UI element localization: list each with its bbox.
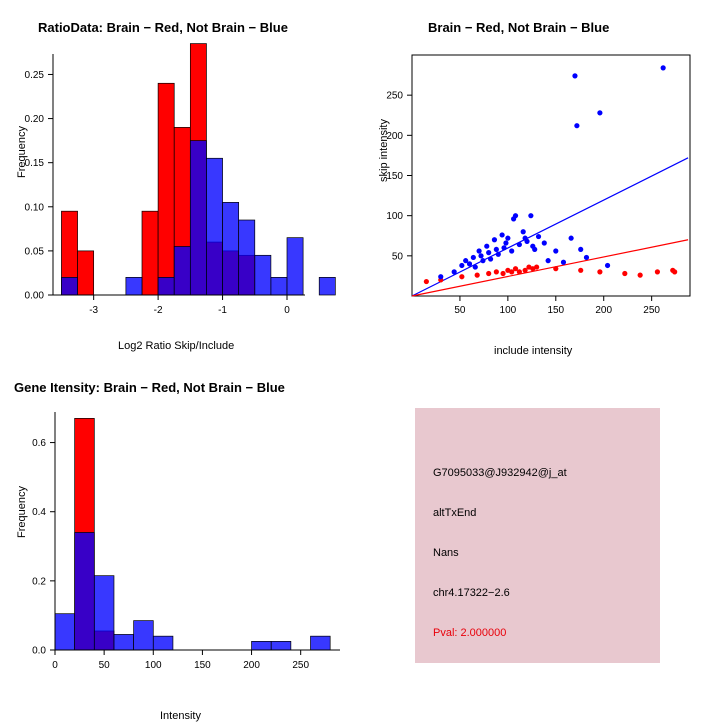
panel-intensity-ylabel: Frequency [16,486,28,538]
panel-scatter [360,0,720,360]
svg-text:-2: -2 [153,305,163,316]
svg-text:200: 200 [595,305,613,316]
svg-text:0.0: 0.0 [32,645,46,657]
panel-ratio-histogram [0,0,360,360]
svg-text:0.10: 0.10 [24,202,44,214]
info-line-event: altTxEnd [433,507,477,519]
svg-text:0: 0 [284,305,290,316]
svg-text:200: 200 [243,660,260,671]
svg-text:100: 100 [386,211,403,223]
svg-text:100: 100 [499,305,517,316]
svg-text:250: 250 [386,90,403,102]
panel-scatter-title: Brain − Red, Not Brain − Blue [428,20,610,35]
panel-intensity-title: Gene Itensity: Brain − Red, Not Brain − Blue [14,380,285,395]
panel-scatter-plot [360,0,720,360]
panel-ratio-plot [0,0,360,360]
panel-ratio-ylabel: Frequency [16,126,28,178]
panel-scatter-xlabel: include intensity [494,345,573,357]
svg-text:-1: -1 [218,305,228,316]
panel-ratio-xlabel: Log2 Ratio Skip/Include [118,340,235,352]
svg-text:0.2: 0.2 [32,576,46,588]
info-line-probe: G7095033@J932942@j_at [433,467,567,479]
svg-text:0.20: 0.20 [24,114,44,126]
panel-ratio-title: RatioData: Brain − Red, Not Brain − Blue [38,20,288,35]
svg-text:150: 150 [194,660,211,671]
info-line-location: chr4.17322−2.6 [433,587,510,599]
info-box [415,408,660,663]
panel-info [360,360,720,720]
svg-text:50: 50 [98,660,110,671]
svg-text:0.15: 0.15 [24,158,44,170]
panel-intensity-histogram [0,360,360,720]
svg-text:200: 200 [386,130,403,142]
panel-scatter-ylabel: skip intensity [378,119,390,182]
info-line-pval: Pval: 2.000000 [433,627,507,639]
svg-text:50: 50 [391,251,403,263]
svg-text:150: 150 [547,305,565,316]
svg-text:0: 0 [52,660,58,671]
info-line-tissue: Nans [433,547,459,559]
svg-text:100: 100 [144,660,162,671]
svg-text:250: 250 [643,305,660,316]
svg-text:0.25: 0.25 [24,69,44,81]
svg-text:0.00: 0.00 [24,290,44,302]
svg-text:0.05: 0.05 [24,246,44,258]
panel-intensity-plot [0,360,360,720]
svg-text:250: 250 [292,660,310,671]
svg-text:150: 150 [386,171,403,182]
svg-text:-3: -3 [89,305,99,316]
svg-text:0.4: 0.4 [32,507,46,519]
svg-text:50: 50 [454,305,466,316]
panel-intensity-xlabel: Intensity [160,710,201,722]
svg-text:0.6: 0.6 [32,438,46,450]
